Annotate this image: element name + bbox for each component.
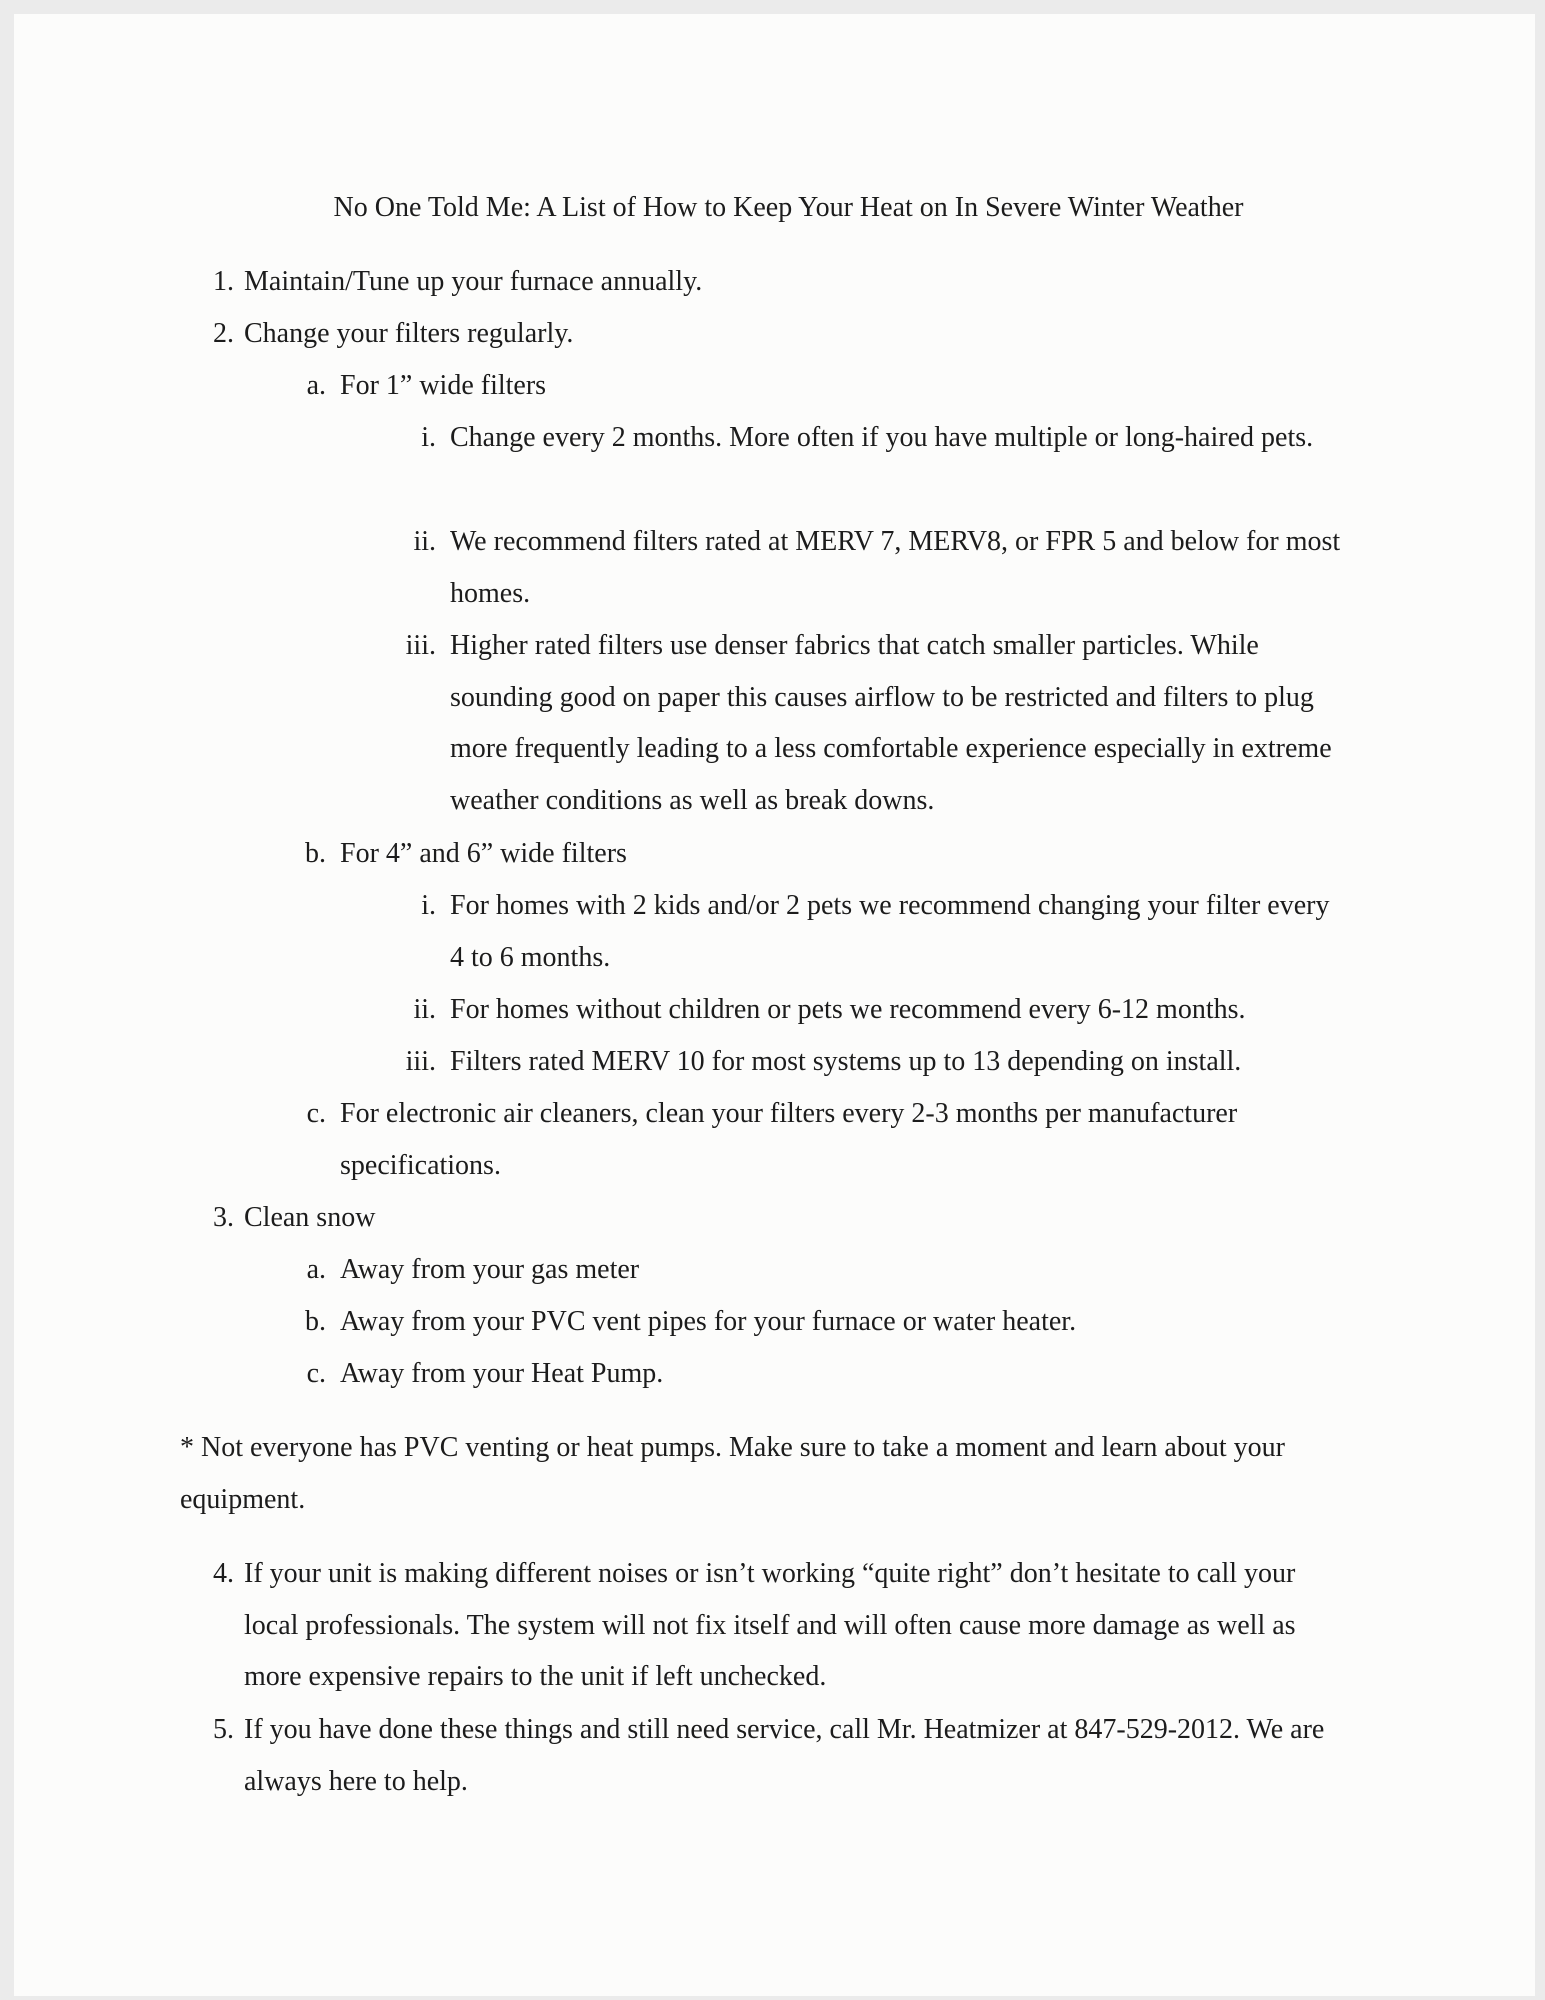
list-item-1 — [184, 256, 1344, 308]
list-text: If your unit is making different noises or isn’t working “quite right” don’t hesitate to call your local professionals. The system will not fix itself and will often cause more damage as well as more expensive repairs to the unit if left unchecked. — [244, 1558, 1296, 1692]
list-text: Away from your Heat Pump. — [340, 1358, 664, 1389]
footnote: * Not everyone has PVC venting or heat pumps. Make sure to take a moment and learn about your equipment. — [180, 1432, 1285, 1515]
list-item-4 — [184, 1548, 1344, 1703]
list-text: Maintain/Tune up your furnace annually. — [244, 266, 703, 297]
list-text: For 1” wide filters — [340, 370, 547, 401]
list-item-2a-iii — [374, 620, 1350, 826]
list-marker: ii. — [413, 994, 436, 1025]
list-marker: 5. — [213, 1714, 234, 1745]
list-text: Higher rated filters use denser fabrics that catch smaller particles. While sounding good on paper this causes airflow to be restricted and filters to plug more frequently leading to a less comfortable experience especially in extreme weather conditions as well as break downs. — [450, 630, 1332, 816]
list-marker: iii. — [405, 630, 436, 661]
list-item-2b-ii — [374, 984, 1350, 1036]
list-item-3a — [274, 1244, 1320, 1296]
document-title: No One Told Me: A List of How to Keep Your Heat on In Severe Winter Weather — [333, 192, 1244, 223]
list-item-3c — [274, 1348, 1320, 1400]
list-marker: i. — [421, 890, 436, 921]
list-text: For homes with 2 kids and/or 2 pets we recommend changing your filter every 4 to 6 months. — [450, 890, 1330, 973]
list-text: For 4” and 6” wide filters — [340, 838, 627, 869]
document-page — [14, 14, 1535, 1996]
list-marker: b. — [305, 1306, 326, 1337]
list-text: For electronic air cleaners, clean your filters every 2-3 months per manufacturer specifications. — [340, 1098, 1238, 1181]
list-marker: iii. — [405, 1046, 436, 1077]
list-marker: ii. — [413, 526, 436, 557]
list-text: Change your filters regularly. — [244, 318, 574, 349]
list-text: If you have done these things and still need service, call Mr. Heatmizer at 847-529-2012. We are always here to help. — [244, 1714, 1325, 1797]
list-item-2b-i — [374, 880, 1350, 983]
list-item-2a-i — [374, 412, 1350, 464]
list-item-5 — [184, 1704, 1344, 1807]
list-marker: 3. — [213, 1202, 234, 1233]
list-item-3 — [184, 1192, 1344, 1244]
list-text: Change every 2 months. More often if you have multiple or long-haired pets. — [450, 422, 1314, 453]
list-marker: b. — [305, 838, 326, 869]
list-item-2b — [274, 828, 1320, 880]
list-text: Clean snow — [244, 1202, 376, 1233]
list-marker: a. — [306, 1254, 326, 1285]
list-marker: c. — [306, 1358, 326, 1389]
list-text: Away from your gas meter — [340, 1254, 640, 1285]
list-text: Filters rated MERV 10 for most systems up to 13 depending on install. — [450, 1046, 1242, 1077]
list-item-2b-iii — [374, 1036, 1350, 1088]
list-text: We recommend filters rated at MERV 7, MERV8, or FPR 5 and below for most homes. — [450, 526, 1341, 609]
list-marker: i. — [421, 422, 436, 453]
list-text: For homes without children or pets we recommend every 6-12 months. — [450, 994, 1246, 1025]
list-item-2c — [274, 1088, 1320, 1191]
list-text: Away from your PVC vent pipes for your furnace or water heater. — [340, 1306, 1077, 1337]
list-marker: 4. — [213, 1558, 234, 1589]
list-marker: c. — [306, 1098, 326, 1129]
list-item-2a-ii — [374, 516, 1350, 619]
list-item-3b — [274, 1296, 1320, 1348]
list-marker: a. — [306, 370, 326, 401]
list-marker: 1. — [213, 266, 234, 297]
list-item-2 — [184, 308, 1344, 360]
list-item-2a — [274, 360, 1320, 412]
list-marker: 2. — [213, 318, 234, 349]
